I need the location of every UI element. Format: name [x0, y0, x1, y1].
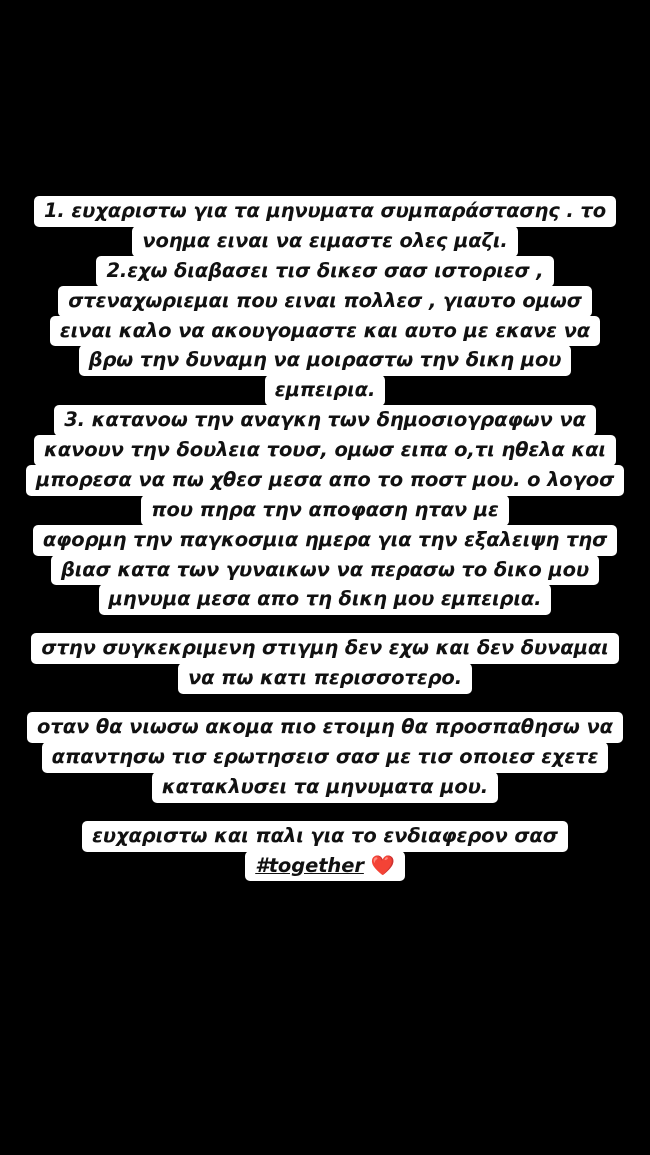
story-text-line: στεναχωριεμαι που ειναι πολλεσ , γιαυτο ομωσ — [58, 286, 592, 317]
story-paragraph-3 — [0, 712, 650, 803]
story-text-line: 1. ευχαριστω για τα μηνυματα συμπαράστασης . το — [34, 196, 616, 227]
story-text-line: βιασ κατα των γυναικων να περασω το δικο μου — [51, 555, 599, 586]
story-text-line: μπορεσα να πω χθεσ μεσα απο το ποστ μου. ο λογοσ — [26, 465, 624, 496]
story-text-line: στην συγκεκριμενη στιγμη δεν εχω και δεν δυναμαι — [31, 633, 618, 664]
story-text-line: οταν θα νιωσω ακομα πιο ετοιμη θα προσπαθησω να — [27, 712, 623, 743]
story-text-stack — [0, 196, 650, 881]
story-text-line: απαντησω τισ ερωτησεισ σασ με τισ οποιεσ εχετε — [42, 742, 609, 773]
story-text-line: βρω την δυναμη να μοιραστω την δικη μου — [79, 345, 572, 376]
story-text-line: αφορμη την παγκοσμια ημερα για την εξαλειψη τησ — [33, 525, 617, 556]
hashtag-together[interactable]: #together — [255, 853, 364, 877]
story-text-line: εμπειρια. — [265, 375, 386, 406]
story-text-line: κατακλυσει τα μηνυματα μου. — [152, 772, 498, 803]
story-text-line: που πηρα την αποφαση ηταν με — [141, 495, 509, 526]
heart-icon: ❤️ — [370, 853, 395, 877]
story-text-line: ειναι καλο να ακουγομαστε και αυτο με εκανε να — [50, 316, 600, 347]
story-text-line: νοημα ειναι να ειμαστε ολες μαζι. — [132, 226, 517, 257]
story-text-line: 2.εχω διαβασει τισ δικεσ σασ ιστοριεσ , — [96, 256, 553, 287]
story-paragraph-2 — [0, 633, 650, 694]
story-text-line: ευχαριστω και παλι για το ενδιαφερον σασ — [82, 821, 568, 852]
story-text-line: 3. κατανοω την αναγκη των δημοσιογραφων να — [54, 405, 596, 436]
story-text-line: να πω κατι περισσοτερο. — [178, 663, 472, 694]
story-paragraph-4 — [0, 821, 650, 882]
story-paragraph-1 — [0, 196, 650, 615]
story-hashtag-line — [245, 851, 405, 882]
story-text-line: κανουν την δουλεια τουσ, ομωσ ειπα ο,τι ηθελα και — [34, 435, 616, 466]
story-text-line: μηνυμα μεσα απο τη δικη μου εμπειρια. — [99, 584, 552, 615]
